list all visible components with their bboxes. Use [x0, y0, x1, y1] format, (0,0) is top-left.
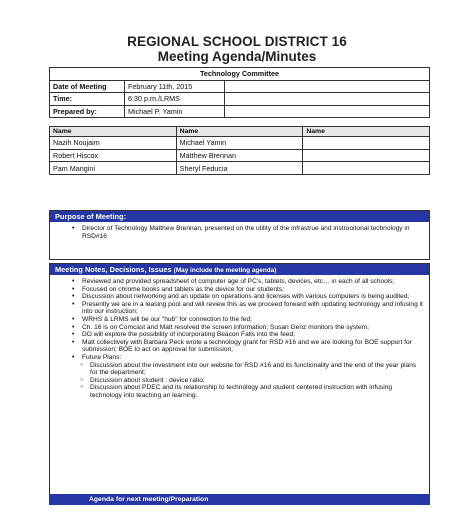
list-item: • Matt collectively with Barbara Peck wrote a technology grant for RSD #16 and we are looking for BOE support for submission; BOE to act on approval for submission;	[82, 339, 423, 354]
attendee-cell: Michael Yamin	[176, 137, 303, 150]
document-title: Meeting Agenda/Minutes	[157, 49, 317, 64]
attendee-cell: Robert Hiscox	[50, 149, 177, 162]
attendee-cell: Nazih Noujaim	[50, 137, 177, 150]
attendee-cell: Matthew Brennan	[176, 149, 303, 162]
sub-list-item: ○ Discussion about the investment into our website for RSD #16 and its functionality and the end of the year plans for the department;	[82, 362, 423, 377]
sub-list-item: ○ Discussion about student : device ratio;	[82, 377, 423, 385]
attendee-row	[50, 137, 430, 150]
list-item: • Reviewed and provided spreadsheet of computer age of PC's, tablets, devices, etc… in each of all schools;	[82, 278, 423, 286]
info-blank-cell	[225, 80, 430, 93]
notes-section	[49, 263, 430, 502]
purpose-section	[49, 210, 430, 260]
date-label: Date of Meeting	[50, 80, 125, 93]
list-item: • Focused on chrome books and tablets as the device for our students;	[82, 286, 423, 294]
list-item: • Future Plans:	[82, 354, 423, 362]
purpose-heading: Purpose of Meeting:	[50, 211, 429, 222]
notes-heading	[50, 264, 429, 275]
name-column-header: Name	[50, 127, 177, 137]
attendee-cell	[303, 137, 430, 150]
prepared-by-value: Michael P. Yamin	[125, 105, 225, 118]
purpose-list	[50, 222, 429, 240]
date-value: February 11th, 2015	[125, 80, 225, 93]
list-item: • Ch. 16 is on Comcast and Matt resolved the screen information; Susan Genz monitors the system;	[82, 324, 423, 332]
attendee-cell: Pam Mangini	[50, 162, 177, 175]
list-item: • DO will explore the possibility of incorporating Beacon Falls into the feed;	[82, 331, 423, 339]
time-value: 6:30 p.m./LRMS	[125, 93, 225, 106]
meeting-info-table	[49, 67, 430, 118]
info-blank-cell	[225, 93, 430, 106]
sub-list-item: ○ Discussion about PDEC and its relationship to technology and student centered instruction with infusing technology into teaching an learning.	[82, 384, 423, 399]
name-column-header: Name	[303, 127, 430, 137]
notes-heading-title: Meeting Notes, Decisions, Issues	[55, 265, 172, 274]
attendees-table	[49, 126, 430, 175]
time-label: Time:	[50, 93, 125, 106]
notes-heading-subtitle: (May include the meeting agenda)	[173, 267, 277, 274]
prepared-by-label: Prepared by:	[50, 105, 125, 118]
list-item: • WRHS & LRMS will be our "hub" for connection to the fed;	[82, 316, 423, 324]
attendee-cell: Sheryl Feducia	[176, 162, 303, 175]
attendee-row	[50, 149, 430, 162]
attendee-cell	[303, 162, 430, 175]
info-blank-cell	[225, 105, 430, 118]
agenda-next-meeting-bar: Agenda for next meeting/Preparation	[49, 494, 430, 505]
district-title: REGIONAL SCHOOL DISTRICT 16	[127, 34, 347, 49]
attendee-cell	[303, 149, 430, 162]
list-item: • Presently we are in a leasing pool and will review this as we proceed forward with updating technology and infusing it into our instruction;	[82, 301, 423, 316]
name-column-header: Name	[176, 127, 303, 137]
list-item: • Discussion about networking and an update on operations and licenses with various computers is being audited;	[82, 293, 423, 301]
committee-name: Technology Committee	[50, 68, 430, 81]
attendee-row	[50, 162, 430, 175]
notes-list	[50, 275, 429, 400]
list-item: • Director of Technology Matthew Brennan, presented on the utility of the infrastrue and instruoitonal technology in RSD#16	[82, 225, 423, 240]
